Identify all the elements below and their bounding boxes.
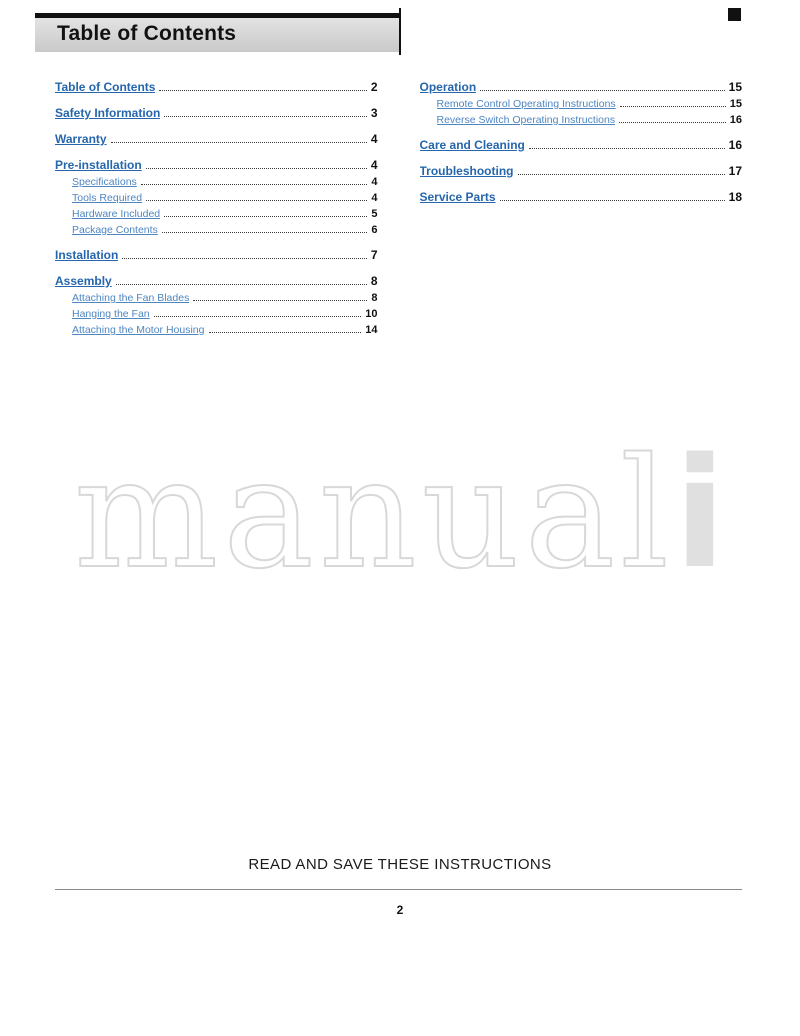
toc-entry-hanging-the-fan bbox=[55, 308, 378, 320]
watermark-outline-text: manual bbox=[74, 425, 674, 602]
toc-page-number: 2 bbox=[370, 80, 378, 94]
toc-entry-operation bbox=[420, 80, 743, 94]
toc-entry-care-and-cleaning bbox=[420, 138, 743, 152]
dot-leader bbox=[146, 193, 367, 201]
toc-link-specifications[interactable]: Specifications bbox=[72, 176, 137, 188]
toc-page-number: 4 bbox=[371, 192, 378, 204]
dot-leader bbox=[122, 250, 366, 259]
footer-rule bbox=[55, 889, 742, 890]
toc-page-number: 16 bbox=[729, 114, 742, 126]
toc-link-pre-installation[interactable]: Pre-installation bbox=[55, 158, 142, 172]
dot-leader bbox=[141, 177, 368, 185]
toc-page-number: 4 bbox=[370, 132, 378, 146]
page-header bbox=[35, 13, 399, 52]
footer-instruction: READ AND SAVE THESE INSTRUCTIONS bbox=[248, 856, 552, 873]
dot-leader bbox=[518, 166, 725, 175]
watermark-solid-text: i bbox=[673, 425, 726, 602]
toc-link-service-parts[interactable]: Service Parts bbox=[419, 190, 496, 204]
toc-link-attaching-the-motor-housing[interactable]: Attaching the Motor Housing bbox=[72, 324, 205, 336]
toc-page-number: 15 bbox=[728, 80, 742, 94]
toc-page-number: 18 bbox=[728, 190, 742, 204]
toc-entry-installation bbox=[55, 248, 378, 262]
toc-link-hanging-the-fan[interactable]: Hanging the Fan bbox=[72, 308, 150, 320]
dot-leader bbox=[116, 276, 367, 285]
toc-link-care-and-cleaning[interactable]: Care and Cleaning bbox=[419, 138, 525, 152]
toc-link-warranty[interactable]: Warranty bbox=[55, 132, 107, 146]
dot-leader bbox=[159, 82, 366, 91]
page-title-box bbox=[35, 13, 399, 52]
toc-entry-package-contents bbox=[55, 224, 378, 236]
page-title: Table of Contents bbox=[57, 22, 237, 45]
toc-page-number: 10 bbox=[365, 308, 378, 320]
toc-link-safety-information[interactable]: Safety Information bbox=[55, 106, 161, 120]
toc-page-number: 5 bbox=[371, 208, 378, 220]
toc-page-number: 3 bbox=[370, 106, 378, 120]
dot-leader bbox=[164, 209, 367, 217]
toc-link-table-of-contents[interactable]: Table of Contents bbox=[55, 80, 156, 94]
toc-entry-attaching-the-motor-housing bbox=[55, 324, 378, 336]
toc-entry-remote-control-operating-instructions bbox=[420, 98, 743, 110]
toc-left-column bbox=[55, 80, 378, 336]
toc-entry-tools-required bbox=[55, 192, 378, 204]
dot-leader bbox=[500, 192, 725, 201]
dot-leader bbox=[209, 325, 362, 333]
toc-page-number: 16 bbox=[728, 138, 742, 152]
dot-leader bbox=[164, 108, 366, 117]
toc-link-tools-required[interactable]: Tools Required bbox=[72, 192, 143, 204]
toc-link-remote-control-operating-instructions[interactable]: Remote Control Operating Instructions bbox=[436, 98, 616, 110]
dot-leader bbox=[111, 134, 367, 143]
dot-leader bbox=[193, 293, 367, 301]
toc-link-reverse-switch-operating-instructions[interactable]: Reverse Switch Operating Instructions bbox=[436, 114, 616, 126]
watermark bbox=[0, 425, 800, 602]
toc-page-number: 17 bbox=[728, 164, 742, 178]
toc-page-number: 4 bbox=[371, 176, 378, 188]
toc-right-column bbox=[420, 80, 743, 336]
toc-page-number: 7 bbox=[370, 248, 378, 262]
toc-page-number: 4 bbox=[370, 158, 378, 172]
toc-page-number: 8 bbox=[371, 292, 378, 304]
toc-entry-safety-information bbox=[55, 106, 378, 120]
toc-entry-reverse-switch-operating-instructions bbox=[420, 114, 743, 126]
dot-leader bbox=[146, 160, 367, 169]
toc-entry-specifications bbox=[55, 176, 378, 188]
page-number: 2 bbox=[396, 903, 404, 917]
dot-leader bbox=[619, 115, 726, 123]
toc-entry-warranty bbox=[55, 132, 378, 146]
toc-entry-assembly bbox=[55, 274, 378, 288]
toc-link-assembly[interactable]: Assembly bbox=[55, 274, 112, 288]
toc-link-package-contents[interactable]: Package Contents bbox=[72, 224, 158, 236]
toc-page-number: 15 bbox=[729, 98, 742, 110]
toc-entry-table-of-contents bbox=[55, 80, 378, 94]
dot-leader bbox=[154, 309, 362, 317]
toc-entry-attaching-the-fan-blades bbox=[55, 292, 378, 304]
toc-entry-hardware-included bbox=[55, 208, 378, 220]
toc-link-installation[interactable]: Installation bbox=[55, 248, 119, 262]
dot-leader bbox=[620, 99, 726, 107]
toc-link-hardware-included[interactable]: Hardware Included bbox=[72, 208, 161, 220]
toc-page-number: 14 bbox=[365, 324, 378, 336]
toc-entry-troubleshooting bbox=[420, 164, 743, 178]
toc-link-operation[interactable]: Operation bbox=[419, 80, 477, 94]
toc-page-number: 8 bbox=[370, 274, 378, 288]
toc-link-attaching-the-fan-blades[interactable]: Attaching the Fan Blades bbox=[72, 292, 190, 304]
toc-page-number: 6 bbox=[371, 224, 378, 236]
table-of-contents bbox=[55, 80, 742, 336]
dot-leader bbox=[480, 82, 724, 91]
dot-leader bbox=[529, 140, 725, 149]
toc-link-troubleshooting[interactable]: Troubleshooting bbox=[419, 164, 514, 178]
dot-leader bbox=[162, 225, 368, 233]
header-divider-line bbox=[399, 8, 401, 55]
corner-marker bbox=[728, 8, 741, 21]
toc-entry-service-parts bbox=[420, 190, 743, 204]
toc-entry-pre-installation bbox=[55, 158, 378, 172]
